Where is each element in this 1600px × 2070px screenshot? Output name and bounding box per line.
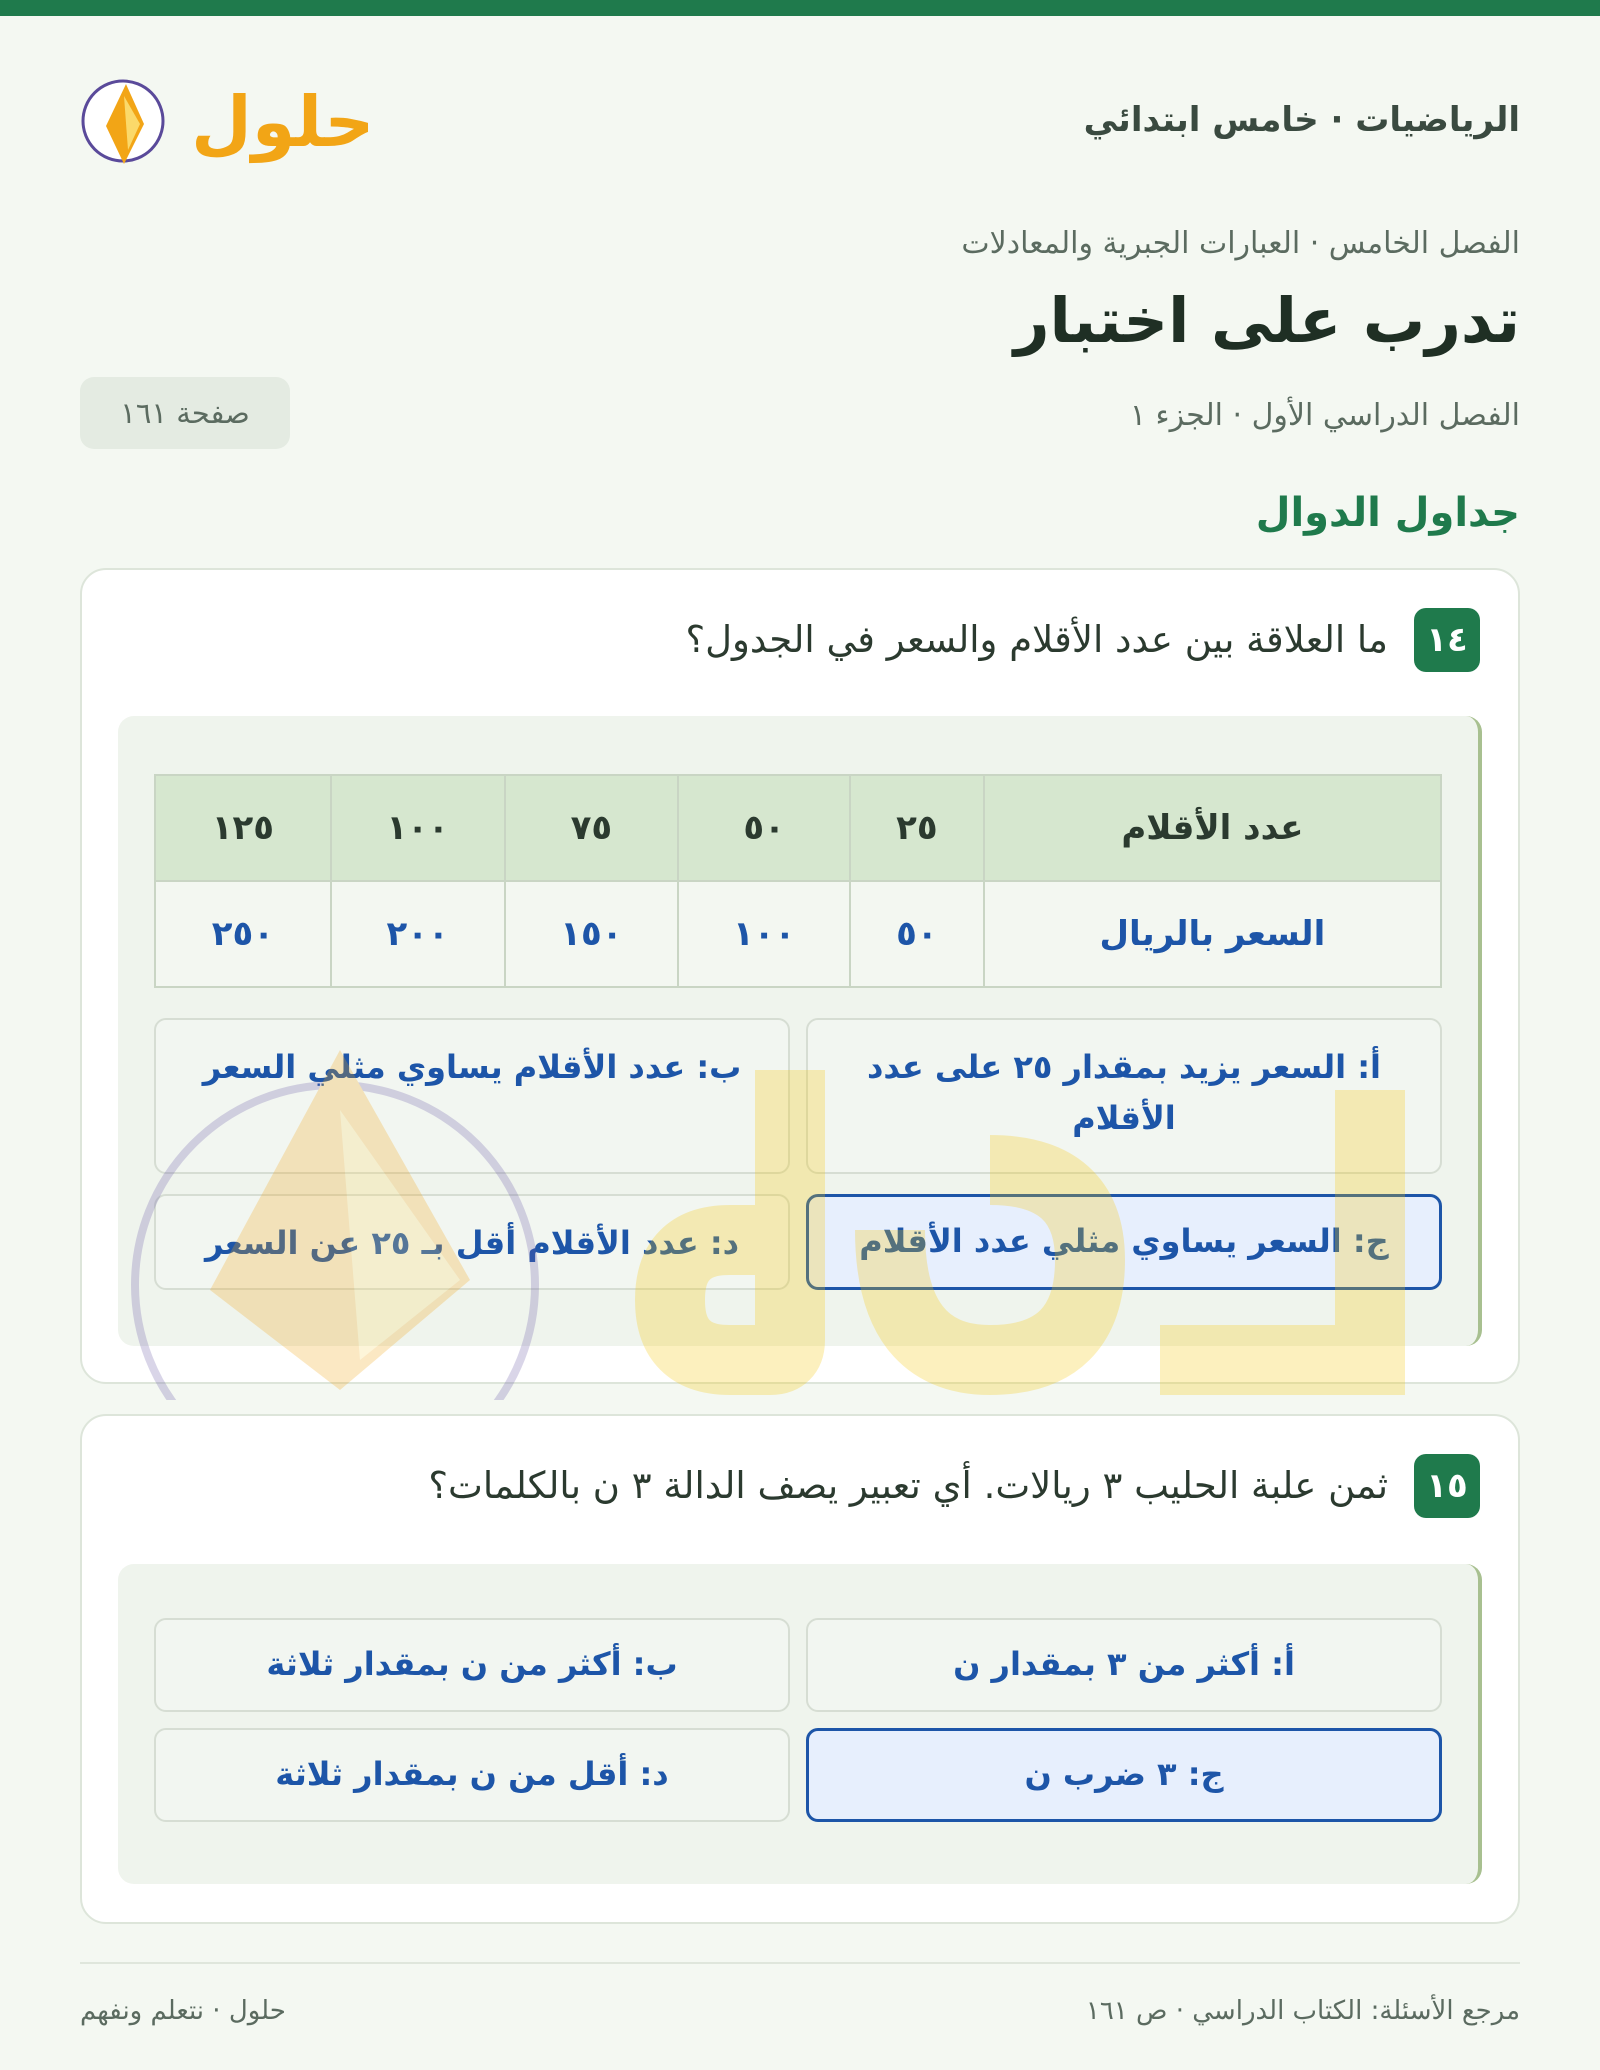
question-text: ما العلاقة بين عدد الأقلام والسعر في الجدول؟ [685, 618, 1388, 661]
footer-divider [80, 1962, 1520, 1964]
table-row [155, 775, 1441, 881]
row-header-pens: عدد الأقلام [984, 775, 1441, 881]
question-card-14 [80, 568, 1520, 1384]
option-b[interactable]: ب: أكثر من ن بمقدار ثلاثة [154, 1618, 790, 1712]
subject-title: الرياضيات · خامس ابتدائي [1083, 100, 1520, 140]
answer-panel [118, 1564, 1482, 1884]
option-a[interactable]: أ: السعر يزيد بمقدار ٢٥ على عدد الأقلام [806, 1018, 1442, 1174]
table-cell: ١٥٠ [505, 881, 679, 987]
table-cell: ٥٠ [850, 881, 984, 987]
footer-reference: مرجع الأسئلة: الكتاب الدراسي · ص ١٦١ [1085, 1996, 1520, 2026]
option-a[interactable]: أ: أكثر من ٣ بمقدار ن [806, 1618, 1442, 1712]
row-header-price: السعر بالريال [984, 881, 1441, 987]
table-cell: ١٠٠ [331, 775, 505, 881]
option-b[interactable]: ب: عدد الأقلام يساوي مثلي السعر [154, 1018, 790, 1174]
table-cell: ١٠٠ [678, 881, 850, 987]
function-table [154, 774, 1442, 988]
option-c-selected[interactable]: ج: السعر يساوي مثلي عدد الأقلام [806, 1194, 1442, 1290]
table-cell: ٧٥ [505, 775, 679, 881]
question-number: ١٤ [1414, 608, 1480, 672]
question-number: ١٥ [1414, 1454, 1480, 1518]
option-d[interactable]: د: أقل من ن بمقدار ثلاثة [154, 1728, 790, 1822]
page-title: تدرب على اختبار [1013, 284, 1520, 357]
table-cell: ٥٠ [678, 775, 850, 881]
answer-panel [118, 716, 1482, 1346]
table-cell: ٢٠٠ [331, 881, 505, 987]
question-text: ثمن علبة الحليب ٣ ريالات. أي تعبير يصف الدالة ٣ ن بالكلمات؟ [428, 1464, 1388, 1507]
logo-text: حلول [191, 81, 368, 163]
option-c-selected[interactable]: ج: ٣ ضرب ن [806, 1728, 1442, 1822]
table-cell: ٢٥ [850, 775, 984, 881]
page-number-badge: صفحة ١٦١ [80, 377, 290, 449]
section-title: جداول الدوال [1255, 490, 1520, 536]
table-row [155, 881, 1441, 987]
table-cell: ١٢٥ [155, 775, 331, 881]
question-card-15 [80, 1414, 1520, 1924]
footer-brand: حلول · نتعلم ونفهم [80, 1996, 286, 2026]
chapter-label: الفصل الخامس · العبارات الجبرية والمعادلات [961, 226, 1520, 261]
option-d[interactable]: د: عدد الأقلام أقل بـ ٢٥ عن السعر [154, 1194, 790, 1290]
hulul-logo[interactable] [78, 66, 368, 176]
semester-label: الفصل الدراسي الأول · الجزء ١ [1129, 398, 1520, 433]
table-cell: ٢٥٠ [155, 881, 331, 987]
top-accent-bar [0, 0, 1600, 16]
